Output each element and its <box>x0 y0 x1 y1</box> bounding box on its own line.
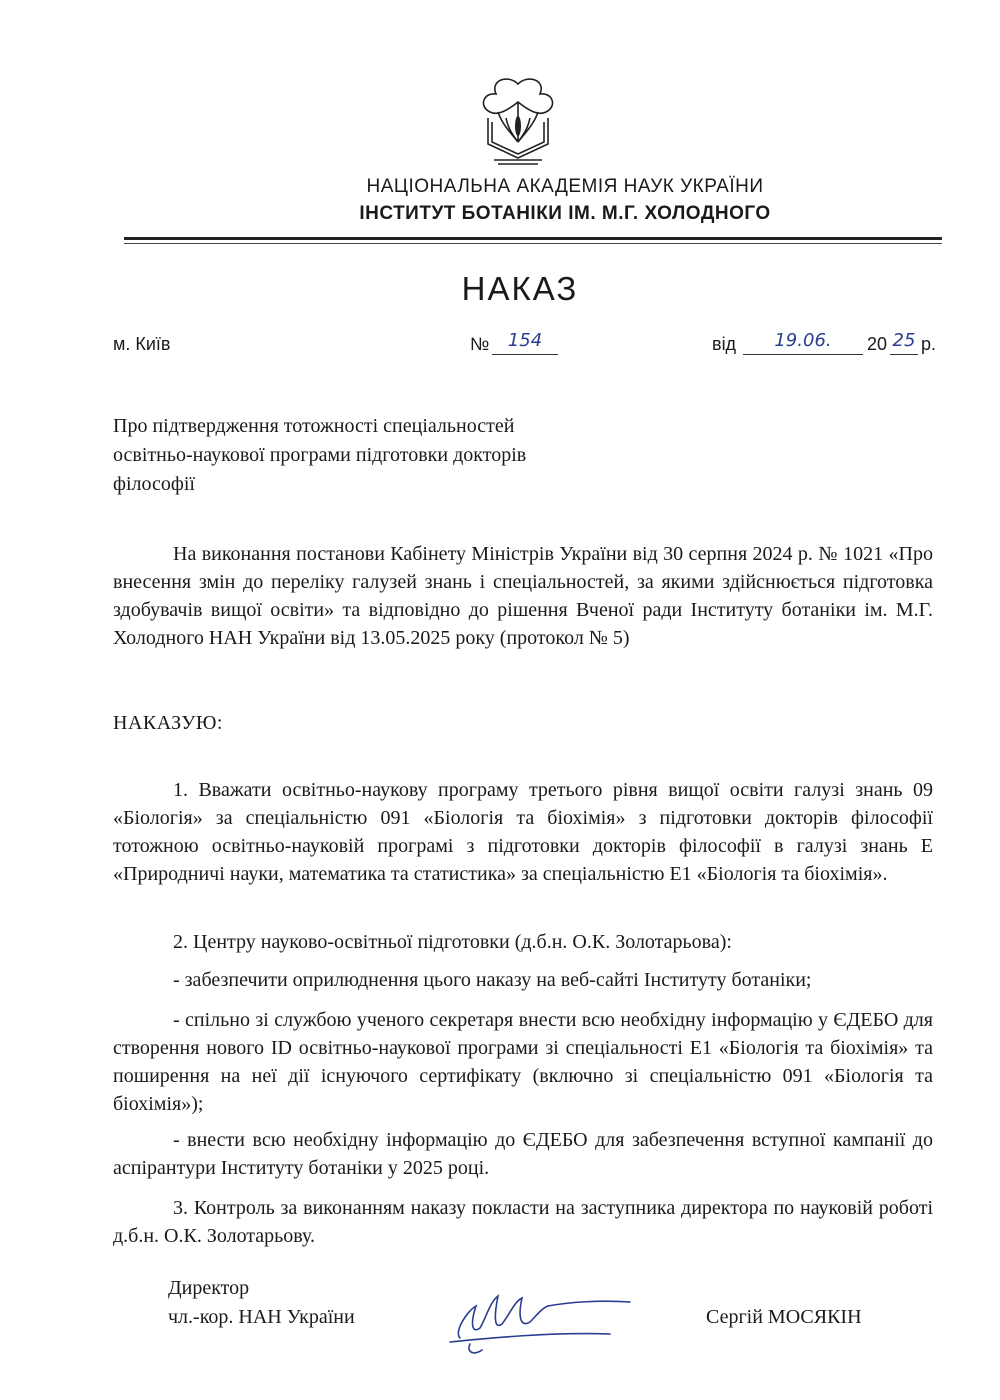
year-prefix: 20 <box>867 334 888 354</box>
date-label: від <box>712 334 737 354</box>
order-subject: Про підтвердження тотожності спеціальностей освітньо-наукової програми підготовки докторів філософії <box>113 415 527 495</box>
signatory-position: Директор <box>168 1277 250 1299</box>
order-item-1: 1. Вважати освітньо-наукову програму третього рівня вищої освіти галузі знань 09 «Біологія» за спеціальністю 091 «Біологія та біохімія» з підготовки докторів філософії тотожною освітньо-науковій програмі з підготовки докторів філософії в галузі знань Е «Природничі науки, математика та статистика» за спеціальністю Е1 «Біологія та біохімія». <box>113 779 933 885</box>
order-word: НАКАЗУЮ: <box>113 712 223 734</box>
city: м. Київ <box>113 334 171 354</box>
signatory-rank: чл.-кор. НАН України <box>168 1306 355 1328</box>
order-item-3: 3. Контроль за виконанням наказу покласти на заступника директора по науковій роботі д.б.н. О.К. Золотарьову. <box>113 1197 933 1247</box>
institute-name: ІНСТИТУТ БОТАНІКИ ІМ. М.Г. ХОЛОДНОГО <box>359 203 771 224</box>
order-date: 19.06. <box>743 330 863 355</box>
academy-name: НАЦІОНАЛЬНА АКАДЕМІЯ НАУК УКРАЇНИ <box>366 176 764 197</box>
order-item-2a: - забезпечити оприлюднення цього наказу на веб-сайті Інституту ботаніки; <box>173 969 812 991</box>
order-number-label: № <box>470 334 490 354</box>
signatory-name: Сергій МОСЯКІН <box>706 1306 862 1328</box>
year-end: р. <box>921 334 937 354</box>
header-rule <box>124 237 942 240</box>
handwritten-signature <box>430 1272 690 1362</box>
header-rule-thin <box>124 243 942 244</box>
order-item-2: 2. Центру науково-освітньої підготовки (д.б.н. О.К. Золотарьова): <box>173 931 732 953</box>
order-number: 154 <box>492 330 558 355</box>
year-suffix: 25 <box>890 330 918 355</box>
institute-emblem-icon <box>468 72 568 172</box>
order-item-2c: - внести всю необхідну інформацію до ЄДЕБО для забезпечення вступної кампанії до аспірантури Інституту ботаніки у 2025 році. <box>113 1129 933 1179</box>
order-item-2b: - спільно зі службою ученого секретаря внести всю необхідну інформацію у ЄДЕБО для створення нового ID освітньо-наукової програми зі спеціальності Е1 «Біологія та біохімія» та поширення на неї дії існуючого сертифікату (включно зі спеціальністю 091 «Біологія та біохімія»); <box>113 1009 933 1115</box>
document-title: НАКАЗ <box>461 270 579 307</box>
preamble: На виконання постанови Кабінету Міністрів України від 30 серпня 2024 р. № 1021 «Про внесення змін до переліку галузей знань і спеціальностей, за якими здійснюється підготовка здобувачів вищої освіти» та відповідно до рішення Вченої ради Інституту ботаніки ім. М.Г. Холодного НАН України від 13.05.2025 року (протокол № 5) <box>113 543 933 649</box>
